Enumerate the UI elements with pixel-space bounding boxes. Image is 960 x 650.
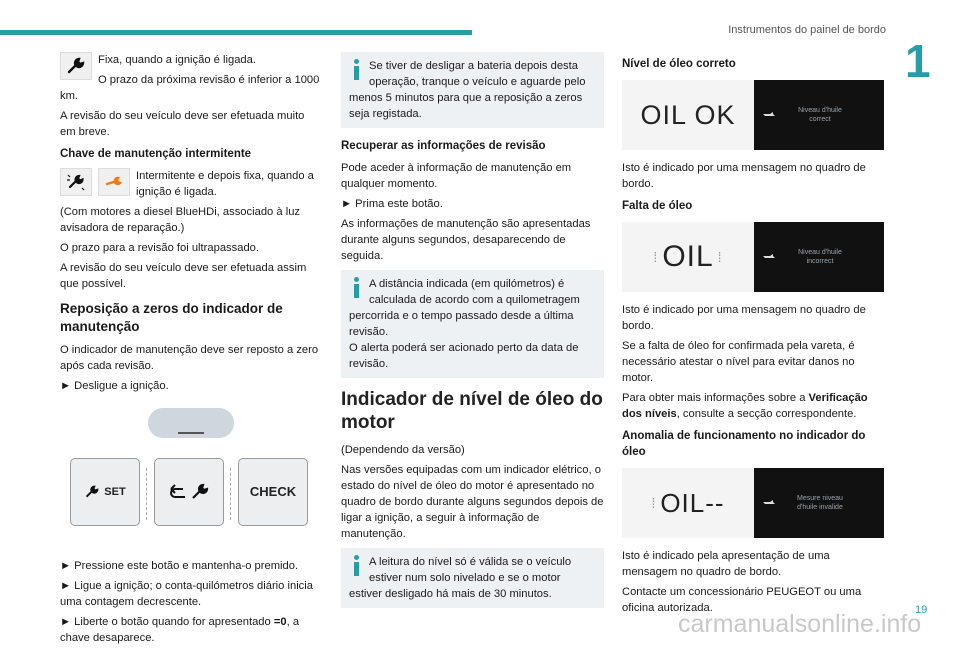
oil-ok-display xyxy=(622,80,884,150)
oil-ok-msg-2: correct xyxy=(809,116,831,123)
intermittent-key-heading: Chave de manutenção intermitente xyxy=(60,148,252,160)
info-box-battery xyxy=(341,52,604,128)
oil-low-text-3-pre: Para obter mais informações sobre a xyxy=(622,392,809,404)
dashboard-buttons-illustration xyxy=(60,402,322,552)
info-alert-text: O alerta poderá ser acionado perto da data de revisão. xyxy=(349,342,579,370)
info-icon xyxy=(349,58,363,80)
set-button[interactable] xyxy=(70,458,140,526)
info-icon xyxy=(349,554,363,576)
service-soon-text: A revisão do seu veículo deve ser efetuada muito em breve. xyxy=(60,110,305,138)
oil-low-text-1: Isto é indicado por uma mensagem no quadro de bordo. xyxy=(622,304,866,332)
column-3 xyxy=(622,52,884,620)
reset-step-4-post: , a chave desaparece. xyxy=(60,616,300,644)
flash-rays-left-icon: ⁞ xyxy=(651,495,657,511)
oil-low-display xyxy=(622,222,884,292)
oil-low-heading: Falta de óleo xyxy=(622,200,693,212)
reset-step-2: ► Pressione este botão e mantenha-o premido. xyxy=(60,560,299,572)
page-number: 19 xyxy=(915,604,928,616)
wrench-orange-icon xyxy=(98,168,130,196)
oil-fault-heading: Anomalia de funcionamento no indicador do óleo xyxy=(622,430,866,458)
column-1 xyxy=(60,52,322,650)
stalk-indicator-line xyxy=(178,432,204,434)
chapter-number: 1 xyxy=(905,35,931,87)
button-separator xyxy=(230,468,232,520)
oil-low-screen xyxy=(754,222,884,292)
oil-ok-text: Isto é indicado por uma mensagem no quadro de bordo. xyxy=(622,162,866,190)
watermark: carmanualsonline.info xyxy=(678,610,922,638)
bluehdi-text: (Com motores a diesel BlueHDi, associado à luz avisadora de reparação.) xyxy=(60,206,301,234)
wrench-icon xyxy=(84,485,100,499)
oil-fault-msg-1: Mesure niveau xyxy=(797,495,843,502)
column-2 xyxy=(341,52,604,616)
service-km-text: O prazo da próxima revisão é inferior a 1000 km. xyxy=(60,74,320,102)
oil-low-text-3 xyxy=(622,390,884,422)
oil-fault-label: OIL-- xyxy=(660,488,725,518)
wrench-icon xyxy=(60,52,92,80)
intermittent-text: Intermitente e depois fixa, quando a ignição é ligada. xyxy=(136,170,314,198)
oil-fault-display xyxy=(622,468,884,538)
reset-intro-text: O indicador de manutenção deve ser reposto a zero após cada revisão. xyxy=(60,344,319,372)
info-battery-text: Se tiver de desligar a bateria depois desta operação, tranque o veículo e aguarde pelo menos 5 minutos para que a reposição a zeros seja registada. xyxy=(349,60,586,120)
set-button-label: SET xyxy=(104,486,126,498)
recover-heading: Recuperar as informações de revisão xyxy=(341,140,546,152)
info-reading-text: A leitura do nível só é válida se o veículo estiver num solo nivelado e se o motor estiver desligado há mais de 30 minutos. xyxy=(349,556,572,600)
reset-step-3: ► Ligue a ignição; o conta-quilómetros diário inicia uma contagem decrescente. xyxy=(60,580,313,608)
levels-check-link[interactable]: Verificação dos níveis xyxy=(622,392,868,420)
oil-ok-indicator: OIL OK xyxy=(622,80,754,150)
oil-low-msg-2: incorrect xyxy=(806,258,834,265)
reset-heading: Reposição a zeros do indicador de manutenção xyxy=(60,301,283,334)
oil-can-icon xyxy=(762,253,776,261)
info-box-reading xyxy=(341,548,604,608)
oil-fault-screen xyxy=(754,468,884,538)
oil-fault-msg-2: d'huile invalide xyxy=(797,504,843,511)
reset-step-4 xyxy=(60,614,322,646)
button-separator xyxy=(146,468,148,520)
oil-low-label: OIL xyxy=(662,240,714,273)
header-accent-bar xyxy=(0,30,472,35)
recover-text-1: Pode aceder à informação de manutenção em qualquer momento. xyxy=(341,162,572,190)
wrench-intermittent-icon xyxy=(60,168,92,196)
reset-step-1: ► Desligue a ignição. xyxy=(60,380,169,392)
overdue-text: O prazo para a revisão foi ultrapassado. xyxy=(60,242,259,254)
oil-fault-text-1: Isto é indicado pela apresentação de uma mensagem no quadro de bordo. xyxy=(622,550,830,578)
reset-step-4-pre: ► Liberte o botão quando for apresentado xyxy=(60,616,274,628)
info-icon xyxy=(349,276,363,298)
overdue-action-text: A revisão do seu veículo deve ser efetuada assim que possível. xyxy=(60,262,307,290)
section-title: Instrumentos do painel de bordo xyxy=(728,24,886,36)
oil-low-text-3-post: , consulte a secção correspondente. xyxy=(676,408,857,420)
oil-ok-msg-1: Niveau d'huile xyxy=(798,107,842,114)
flash-rays-left-icon: ⁞ xyxy=(653,249,659,265)
flash-rays-right-icon: ⁞ xyxy=(717,249,723,265)
recover-step: ► Prima este botão. xyxy=(341,198,443,210)
oil-low-msg-1: Niveau d'huile xyxy=(798,249,842,256)
oil-can-icon xyxy=(762,111,776,119)
service-fixed-text: Fixa, quando a ignição é ligada. xyxy=(98,54,256,66)
oil-version-text: (Dependendo da versão) xyxy=(341,444,465,456)
oil-fault-indicator xyxy=(622,468,754,538)
oil-low-indicator xyxy=(622,222,754,292)
return-arrow-icon xyxy=(167,482,211,502)
recover-text-2: As informações de manutenção são apresentadas durante alguns segundos, desaparecendo de seguida. xyxy=(341,218,591,262)
zero-value: =0 xyxy=(273,616,287,628)
info-box-distance xyxy=(341,270,604,378)
oil-description-text: Nas versões equipadas com um indicador elétrico, o estado do nível de óleo do motor é apresentado no quadro de bordo durante alguns segundos depois de ligar a ignição, a seguir à informação de manutenção. xyxy=(341,464,604,540)
oil-ok-screen xyxy=(754,80,884,150)
oil-fault-text-2: Contacte um concessionário PEUGEOT ou uma oficina autorizada. xyxy=(622,586,862,614)
oil-level-heading: Indicador de nível de óleo do motor xyxy=(341,389,603,433)
return-wrench-button[interactable] xyxy=(154,458,224,526)
info-distance-text: A distância indicada (em quilómetros) é calculada de acordo com a quilometragem percorrida e o tempo passado desde a última revisão. xyxy=(349,278,580,338)
oil-low-text-2: Se a falta de óleo for confirmada pela vareta, é necessário atestar o nível para evitar danos no motor. xyxy=(622,340,855,384)
oil-ok-heading: Nível de óleo correto xyxy=(622,58,736,70)
check-button[interactable]: CHECK xyxy=(238,458,308,526)
oil-can-icon xyxy=(762,499,776,507)
